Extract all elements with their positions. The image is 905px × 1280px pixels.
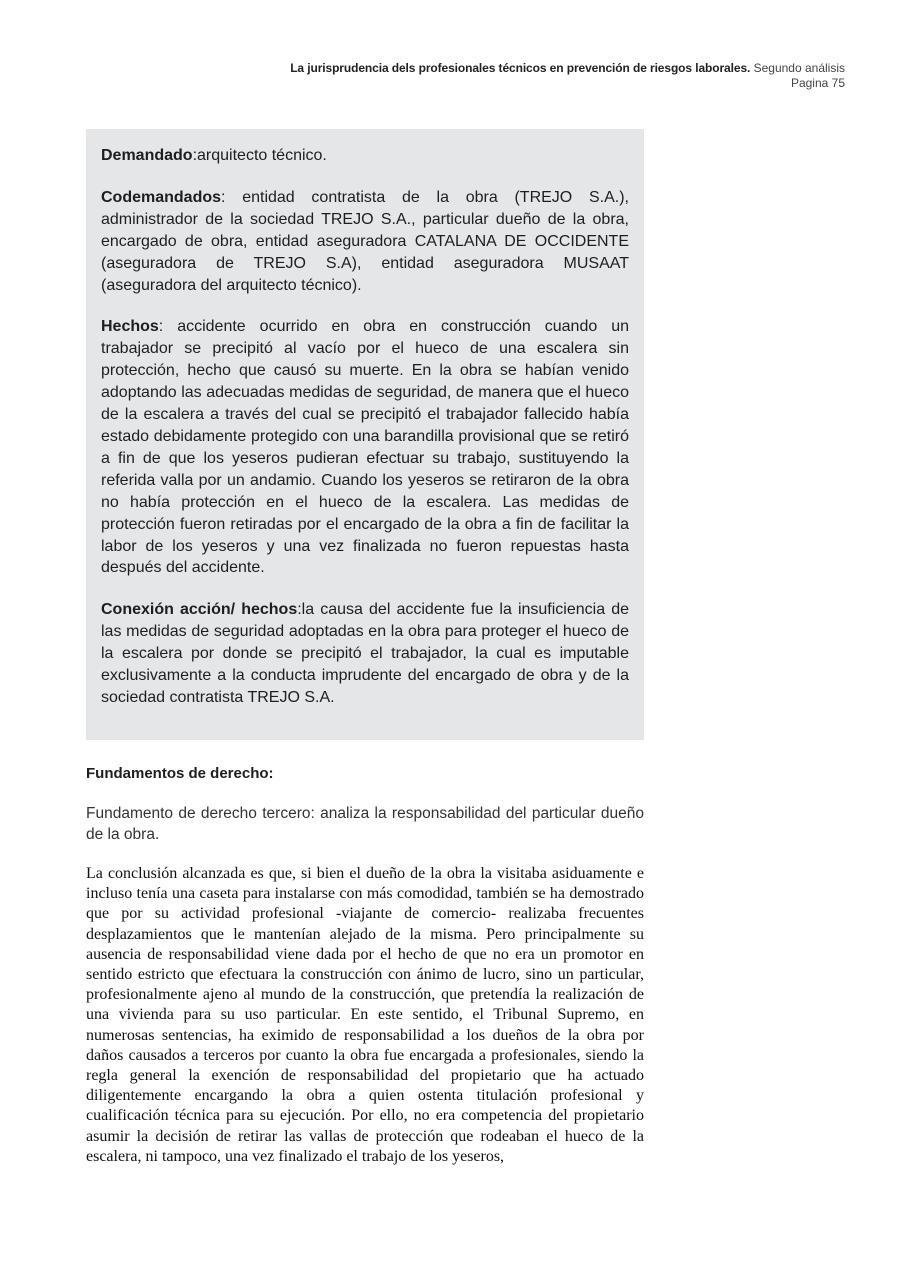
demandado-label: Demandado <box>101 147 193 164</box>
hechos-paragraph <box>101 316 629 579</box>
running-header <box>290 61 845 91</box>
intro-paragraph: Fundamento de derecho tercero: analiza la responsabilidad del particular dueño de la obra. <box>86 805 644 843</box>
conexion-text: :la causa del accidente fue la insuficiencia de las medidas de seguridad adoptadas en la obra para proteger el hueco de la escalera por donde se precipitó el trabajador, la cual es imputable exclusivamente a la conducta imprudente del encargado de obra y de la sociedad contratista TREJO S.A. <box>101 601 629 706</box>
header-title-line <box>290 61 845 76</box>
hechos-text: : accidente ocurrido en obra en construcción cuando un trabajador se precipitó al vacío por el hueco de una escalera sin protección, hecho que causó su muerte. En la obra se habían venido adoptando las adecuadas medidas de seguridad, de manera que el hueco de la escalera a través del cual se precipitó el trabajador fallecido había estado debidamente protegido con una barandilla provisional que se retiró a fin de que los yeseros pudieran efectuar su trabajo, sustituyendo la referida valla por un andamio. Cuando los yeseros se retiraron de la obra no había protección en el hueco de la escalera. Las medidas de protección fueron retiradas por el encargado de la obra a fin de facilitar la labor de los yeseros y una vez finalizada no fueron repuestas hasta después del accidente. <box>101 318 629 577</box>
conexion-paragraph <box>101 599 629 709</box>
case-summary-box <box>86 129 644 740</box>
hechos-label: Hechos <box>101 318 159 336</box>
page-number: Pagina 75 <box>790 76 845 90</box>
header-title: La jurisprudencia dels profesionales técnicos en prevención de riesgos laborales. <box>290 61 751 75</box>
conexion-label: Conexión acción/ hechos <box>101 601 298 619</box>
section-heading: Fundamentos de derecho: <box>86 765 274 782</box>
header-subtitle: Segundo análisis <box>753 61 845 75</box>
codemandados-text: : entidad contratista de la obra (TREJO S.A.), administrador de la sociedad TREJO S.A., particular dueño de la obra, encargado de obra, entidad aseguradora CATALANA DE OCCIDENTE (aseguradora de TREJO S.A), entidad aseguradora MUSAAT (aseguradora del arquitecto técnico). <box>101 188 629 294</box>
codemandados-paragraph <box>101 187 629 297</box>
body-paragraph: La conclusión alcanzada es que, si bien el dueño de la obra la visitaba asiduamente e incluso tenía una caseta para instalarse con más comodidad, también se ha demostrado que por su actividad profesional -viajante de comercio- realizaba frecuentes desplazamientos que le mantenían alejado de la misma. Pero principalmente su ausencia de responsabilidad viene dada por el hecho de que no era un promotor en sentido estricto que efectuara la construcción con ánimo de lucro, sino un particular, profesionalmente ajeno al mundo de la construcción, que pretendía la realización de una vivienda para su uso particular. En este sentido, el Tribunal Supremo, en numerosas sentencias, ha eximido de responsabilidad a los dueños de la obra por daños causados a terceros por cuanto la obra fue encargada a profesionales, siendo la regla general la exención de responsabilidad del propietario que ha actuado diligentemente encargando la obra a quien ostenta titulación profesional y cualificación técnica para su ejecución. Por ello, no era competencia del propietario asumir la decisión de retirar las vallas de protección que rodeaban el hueco de la escalera, ni tampoco, una vez finalizado el trabajo de los yeseros, <box>86 865 644 1165</box>
demandado-text: :arquitecto técnico. <box>192 147 327 164</box>
demandado-paragraph <box>101 145 629 167</box>
codemandados-label: Codemandados <box>101 188 222 206</box>
main-content <box>86 763 644 1167</box>
